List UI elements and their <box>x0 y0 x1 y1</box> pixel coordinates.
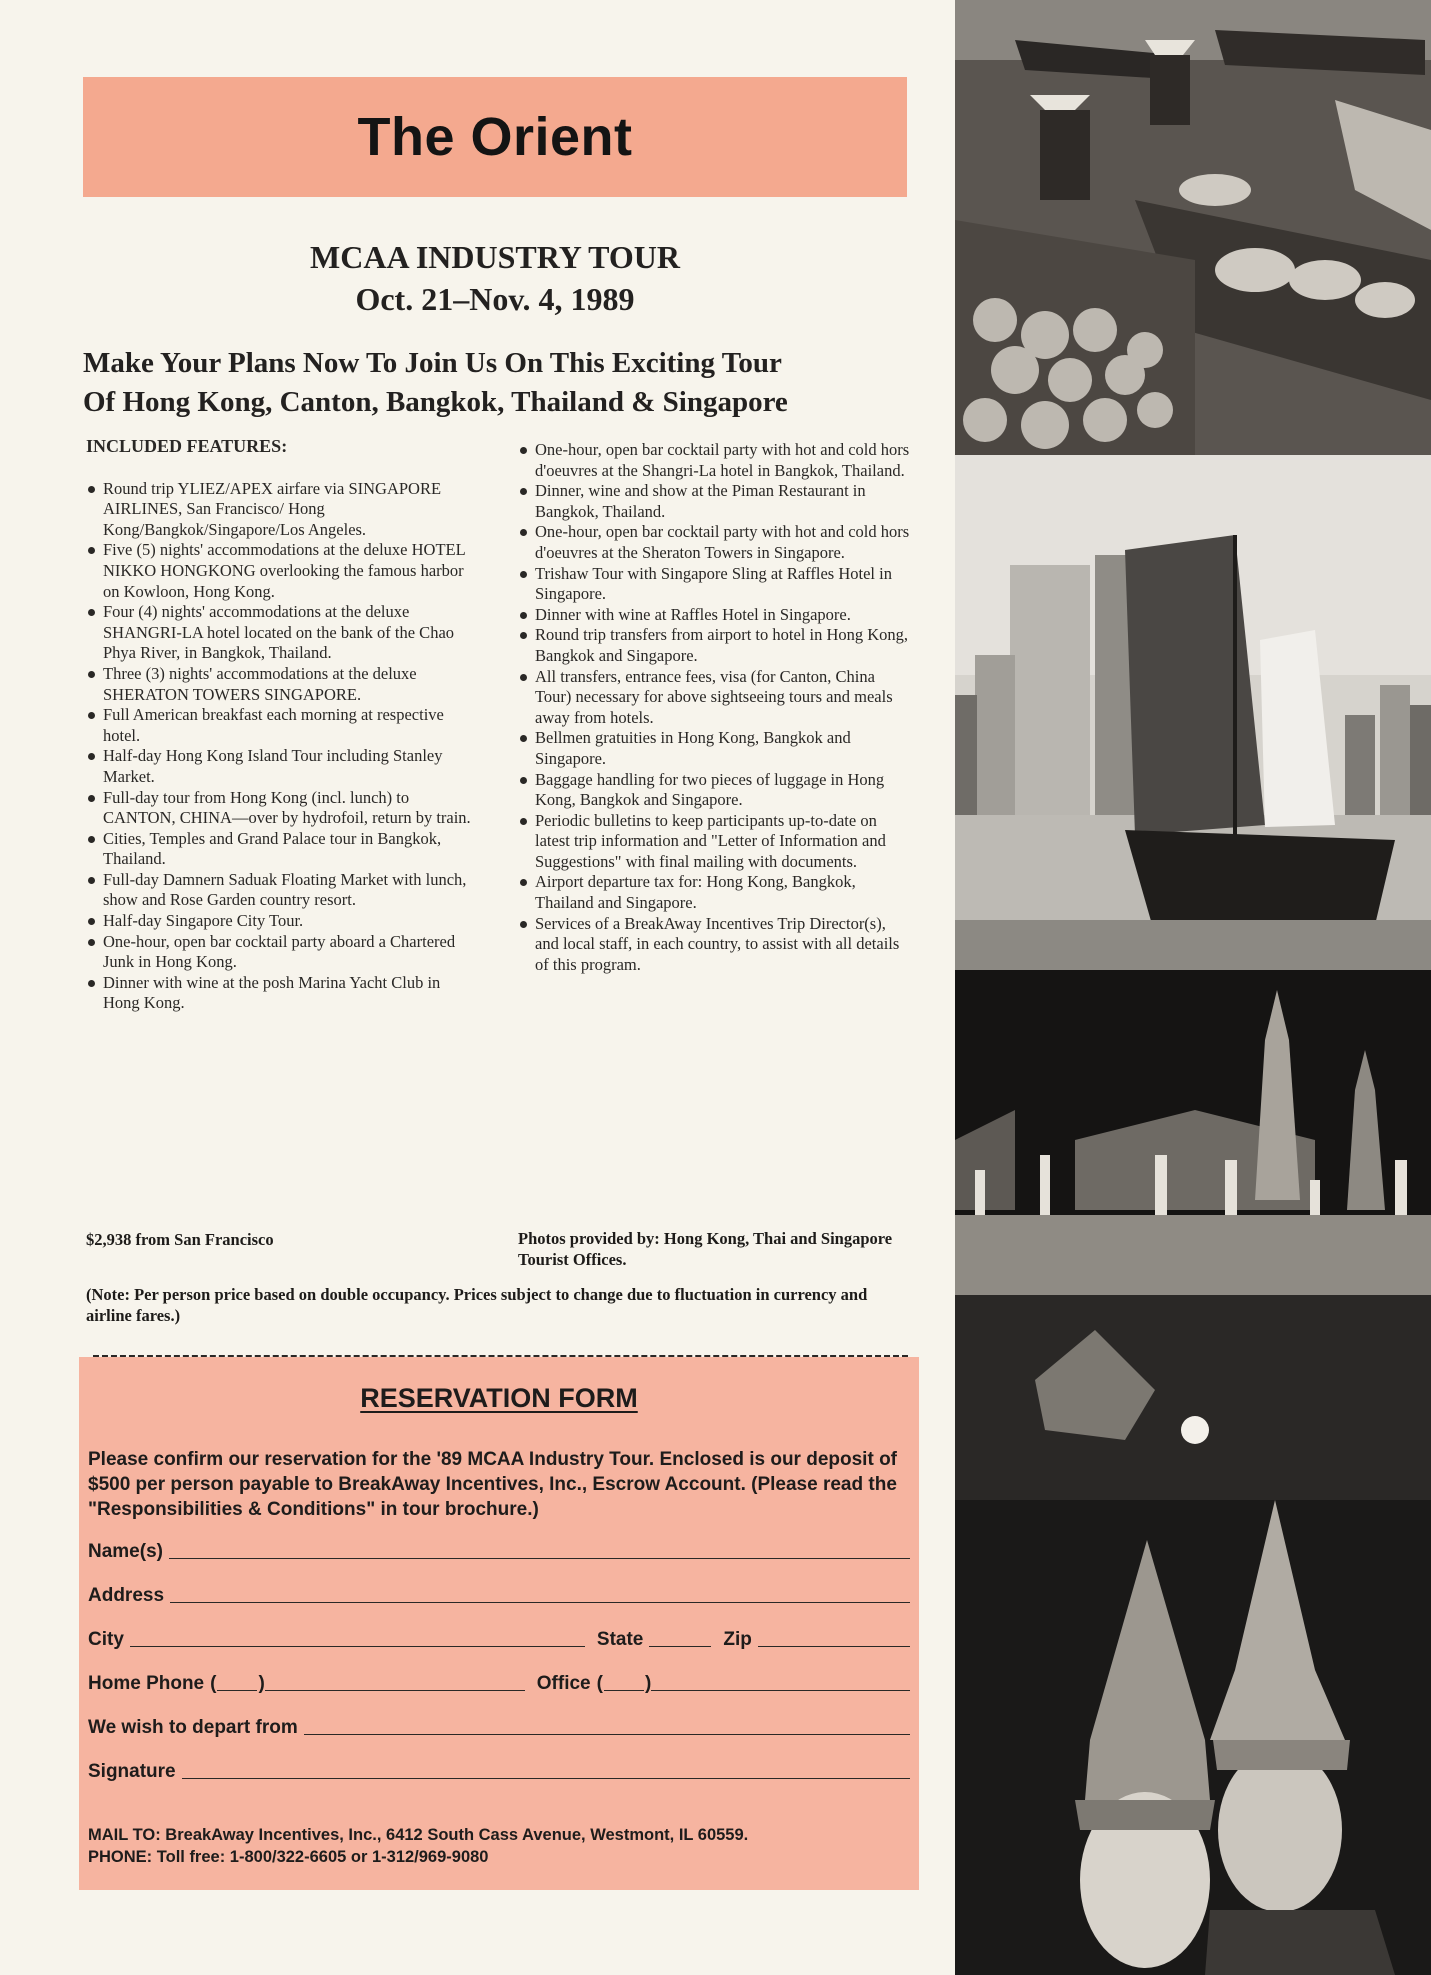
feature-item: Round trip YLIEZ/APEX airfare via SINGAPORE AIRLINES, San Francisco/ Hong Kong/Bangkok/Singapore/Los Angeles. <box>86 479 476 541</box>
address-field[interactable] <box>170 1601 910 1603</box>
city-label: City <box>88 1629 124 1650</box>
names-label: Name(s) <box>88 1541 163 1562</box>
phone-row <box>88 1665 910 1695</box>
feature-item: Dinner, wine and show at the Piman Restaurant in Bangkok, Thailand. <box>518 481 910 522</box>
home-phone-field[interactable] <box>265 1689 525 1691</box>
features-column-left <box>86 436 476 1014</box>
feature-item: One-hour, open bar cocktail party with hot and cold hors d'oeuvres at the Sheraton Towers in Singapore. <box>518 522 910 563</box>
signature-row <box>88 1753 910 1783</box>
names-field[interactable] <box>169 1557 910 1559</box>
photo-strip <box>955 0 1431 1975</box>
features-list-left <box>86 479 476 1014</box>
tour-dates: Oct. 21–Nov. 4, 1989 <box>355 281 635 317</box>
feature-item: Trishaw Tour with Singapore Sling at Raffles Hotel in Singapore. <box>518 564 910 605</box>
form-title: RESERVATION FORM <box>360 1383 638 1413</box>
names-row <box>88 1533 910 1563</box>
paren-open: ( <box>210 1673 217 1694</box>
features-list-right <box>518 440 910 975</box>
feature-item: Services of a BreakAway Incentives Trip Director(s), and local staff, in each country, to assist with all details of this program. <box>518 914 910 976</box>
feature-item: Full-day tour from Hong Kong (incl. lunch) to CANTON, CHINA—over by hydrofoil, return by train. <box>86 788 476 829</box>
depart-label: We wish to depart from <box>88 1717 298 1738</box>
feature-item: Dinner with wine at the posh Marina Yacht Club in Hong Kong. <box>86 973 476 1014</box>
depart-field[interactable] <box>304 1733 910 1735</box>
zip-label: Zip <box>723 1629 752 1650</box>
title-banner <box>83 77 907 197</box>
floating-market-photo <box>955 0 1431 455</box>
thai-dancers-photo <box>955 1500 1431 1975</box>
mail-address: MAIL TO: BreakAway Incentives, Inc., 6412 South Cass Avenue, Westmont, IL 60559. <box>88 1826 749 1844</box>
address-row <box>88 1577 910 1607</box>
feature-item: Full American breakfast each morning at respective hotel. <box>86 705 476 746</box>
paren-open: ( <box>596 1673 603 1694</box>
features-heading: INCLUDED FEATURES: <box>86 436 288 456</box>
features-column-right <box>518 440 910 975</box>
paren-close: ) <box>644 1673 652 1694</box>
reservation-form <box>79 1357 919 1890</box>
feature-item: Periodic bulletins to keep participants up-to-date on latest trip information and "Letter of Information and Suggestions" with final mailing with documents. <box>518 811 910 873</box>
tour-price: $2,938 from San Francisco <box>86 1230 274 1249</box>
feature-item: Baggage handling for two pieces of luggage in Hong Kong, Bangkok and Singapore. <box>518 770 910 811</box>
feature-item: One-hour, open bar cocktail party aboard a Chartered Junk in Hong Kong. <box>86 932 476 973</box>
form-intro: Please confirm our reservation for the '89 MCAA Industry Tour. Enclosed is our deposit of $500 per person payable to BreakAway Incentives, Inc., Escrow Account. (Please read the "Responsibilities & Conditions" in tour brochure.) <box>88 1449 898 1520</box>
office-area-code[interactable] <box>597 1673 652 1695</box>
zip-field[interactable] <box>758 1645 910 1647</box>
signature-field[interactable] <box>182 1777 910 1779</box>
feature-item: Bellmen gratuities in Hong Kong, Bangkok and Singapore. <box>518 728 910 769</box>
tour-title <box>83 236 907 320</box>
state-field[interactable] <box>649 1645 711 1647</box>
price-note: (Note: Per person price based on double occupancy. Prices subject to change due to fluctuation in currency and airline fares.) <box>86 1285 868 1325</box>
feature-item: Full-day Damnern Saduak Floating Market with lunch, show and Rose Garden country resort. <box>86 870 476 911</box>
feature-item: Cities, Temples and Grand Palace tour in Bangkok, Thailand. <box>86 829 476 870</box>
feature-item: Round trip transfers from airport to hotel in Hong Kong, Bangkok and Singapore. <box>518 625 910 666</box>
photo-credits: Photos provided by: Hong Kong, Thai and Singapore Tourist Offices. <box>518 1229 893 1269</box>
city-field[interactable] <box>130 1645 585 1647</box>
feature-item: Dinner with wine at Raffles Hotel in Singapore. <box>518 605 910 626</box>
paren-close: ) <box>258 1673 265 1694</box>
headline-line-2: Of Hong Kong, Canton, Bangkok, Thailand & Singapore <box>83 386 788 418</box>
headline-line-1: Make Your Plans Now To Join Us On This Exciting Tour <box>83 347 782 379</box>
home-phone-area-code[interactable] <box>210 1673 265 1695</box>
signature-label: Signature <box>88 1761 176 1782</box>
feature-item: All transfers, entrance fees, visa (for Canton, China Tour) necessary for above sightseeing tours and meals away from hotels. <box>518 667 910 729</box>
city-row <box>88 1621 910 1651</box>
feature-item: Half-day Singapore City Tour. <box>86 911 476 932</box>
address-label: Address <box>88 1585 165 1606</box>
feature-item: One-hour, open bar cocktail party with hot and cold hors d'oeuvres at the Shangri-La hotel in Bangkok, Thailand. <box>518 440 910 481</box>
mail-phone: PHONE: Toll free: 1-800/322-6605 or 1-312/969-9080 <box>88 1848 489 1866</box>
office-label: Office <box>536 1673 591 1694</box>
feature-item: Airport departure tax for: Hong Kong, Bangkok, Thailand and Singapore. <box>518 872 910 913</box>
state-label: State <box>596 1629 644 1650</box>
depart-row <box>88 1709 910 1739</box>
page-title: The Orient <box>357 107 633 167</box>
home-phone-label: Home Phone <box>88 1673 205 1694</box>
feature-item: Five (5) nights' accommodations at the deluxe HOTEL NIKKO HONGKONG overlooking the famous harbor on Kowloon, Hong Kong. <box>86 540 476 602</box>
tour-name: MCAA INDUSTRY TOUR <box>310 239 680 275</box>
mailing-info <box>88 1824 914 1868</box>
feature-item: Three (3) nights' accommodations at the deluxe SHERATON TOWERS SINGAPORE. <box>86 664 476 705</box>
headline <box>83 344 907 422</box>
hong-kong-junk-photo <box>955 455 1431 970</box>
feature-item: Four (4) nights' accommodations at the deluxe SHANGRI-LA hotel located on the bank of the Chao Phya River, in Bangkok, Thailand. <box>86 602 476 664</box>
feature-item: Half-day Hong Kong Island Tour including Stanley Market. <box>86 746 476 787</box>
office-phone-field[interactable] <box>651 1689 910 1691</box>
grand-palace-night-photo <box>955 970 1431 1500</box>
